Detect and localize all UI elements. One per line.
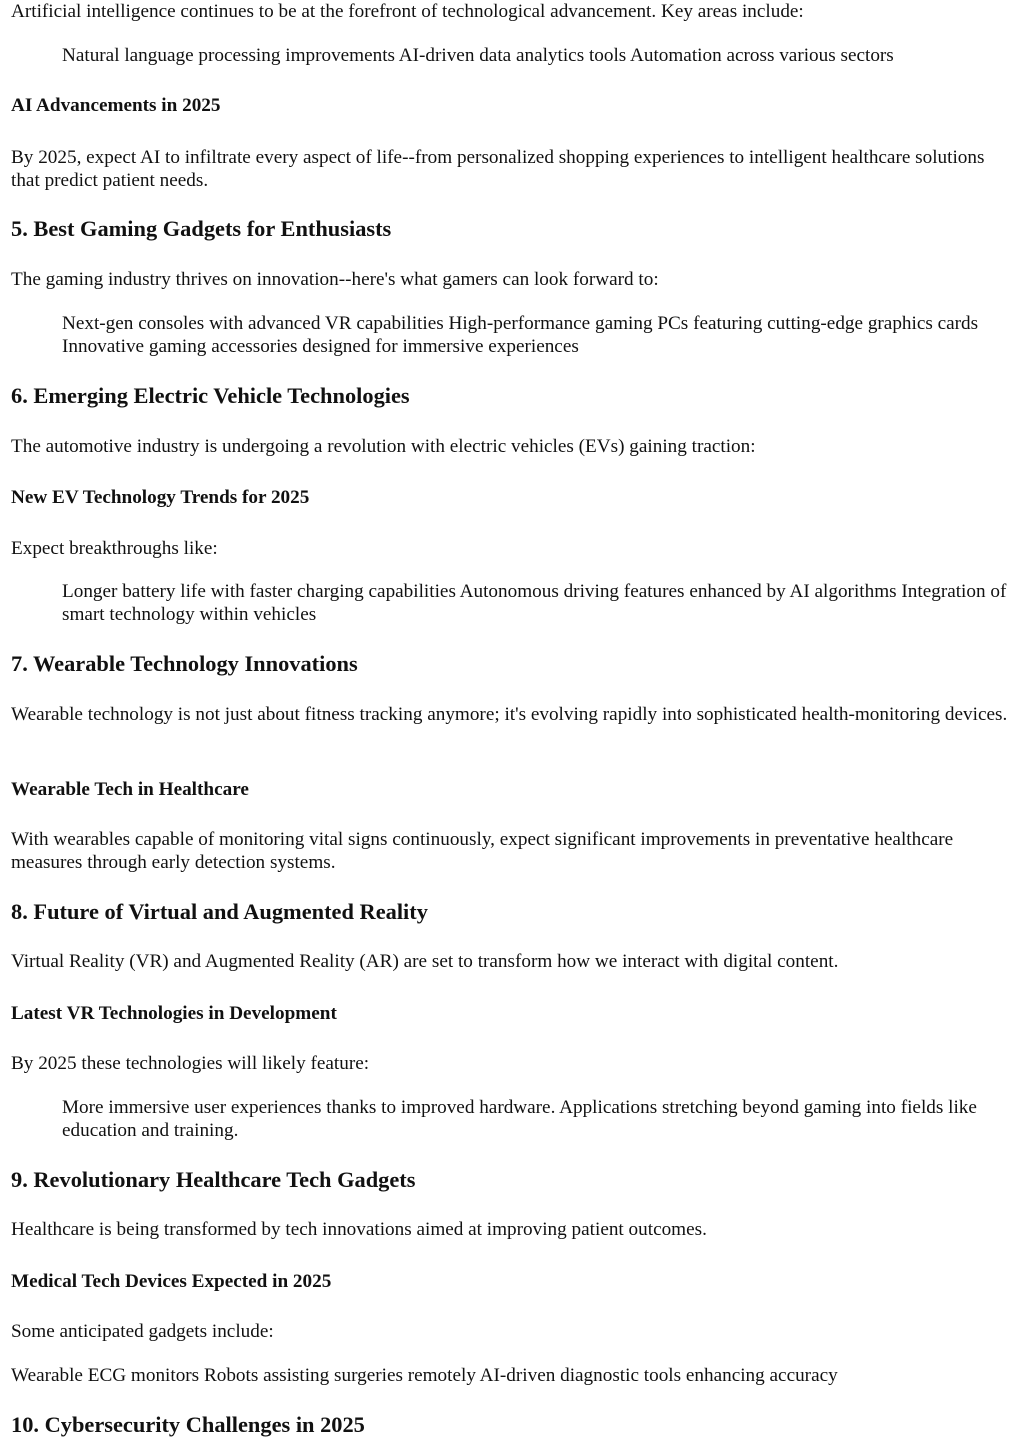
healthcare-paragraph: Healthcare is being transformed by tech innovations aimed at improving patient outcomes. (11, 1219, 707, 1240)
ai-advancements-paragraph: By 2025, expect AI to infiltrate every aspect of life--from personalized shopping experiences to intelligent healthcare solutions that predict patient needs. (11, 147, 985, 191)
vr-development-list: More immersive user experiences thanks to improved hardware. Applications stretching beyond gaming into fields like education and training. (62, 1097, 977, 1141)
ev-trends-heading: New EV Technology Trends for 2025 (11, 487, 310, 508)
ev-trends-paragraph: Expect breakthroughs like: (11, 538, 218, 559)
vr-paragraph: Virtual Reality (VR) and Augmented Reality (AR) are set to transform how we interact with digital content. (11, 951, 839, 972)
cybersecurity-heading: 10. Cybersecurity Challenges in 2025 (11, 1412, 365, 1437)
ev-trends-list: Longer battery life with faster charging capabilities Autonomous driving features enhanced by AI algorithms Integration of smart technology within vehicles (62, 581, 1007, 625)
ev-heading: 6. Emerging Electric Vehicle Technologies (11, 383, 410, 408)
vr-development-heading: Latest VR Technologies in Development (11, 1003, 337, 1024)
wearable-paragraph: Wearable technology is not just about fitness tracking anymore; it's evolving rapidly into sophisticated health-monitoring devices. (11, 704, 1008, 725)
vr-heading: 8. Future of Virtual and Augmented Reality (11, 899, 428, 924)
medical-devices-list: Wearable ECG monitors Robots assisting surgeries remotely AI-driven diagnostic tools enhancing accuracy (11, 1365, 838, 1386)
ai-intro-paragraph: Artificial intelligence continues to be at the forefront of technological advancement. Key areas include: (11, 1, 804, 22)
ev-paragraph: The automotive industry is undergoing a revolution with electric vehicles (EVs) gaining traction: (11, 436, 756, 457)
gaming-heading: 5. Best Gaming Gadgets for Enthusiasts (11, 216, 392, 241)
healthcare-heading: 9. Revolutionary Healthcare Tech Gadgets (11, 1167, 416, 1192)
wearable-heading: 7. Wearable Technology Innovations (11, 651, 358, 676)
wearable-healthcare-heading: Wearable Tech in Healthcare (11, 779, 249, 800)
article-body (11, 0, 1013, 1446)
vr-development-paragraph: By 2025 these technologies will likely feature: (11, 1053, 370, 1074)
medical-devices-heading: Medical Tech Devices Expected in 2025 (11, 1271, 332, 1292)
wearable-healthcare-paragraph: With wearables capable of monitoring vital signs continuously, expect significant improvements in preventative healthcare measures through early detection systems. (11, 829, 954, 873)
gaming-list: Next-gen consoles with advanced VR capabilities High-performance gaming PCs featuring cutting-edge graphics cards Innovative gaming accessories designed for immersive experiences (62, 313, 979, 357)
ai-key-areas-list: Natural language processing improvements AI-driven data analytics tools Automation across various sectors (62, 45, 894, 66)
ai-advancements-heading: AI Advancements in 2025 (11, 95, 221, 116)
gaming-paragraph: The gaming industry thrives on innovation--here's what gamers can look forward to: (11, 269, 659, 290)
medical-devices-paragraph: Some anticipated gadgets include: (11, 1321, 274, 1342)
